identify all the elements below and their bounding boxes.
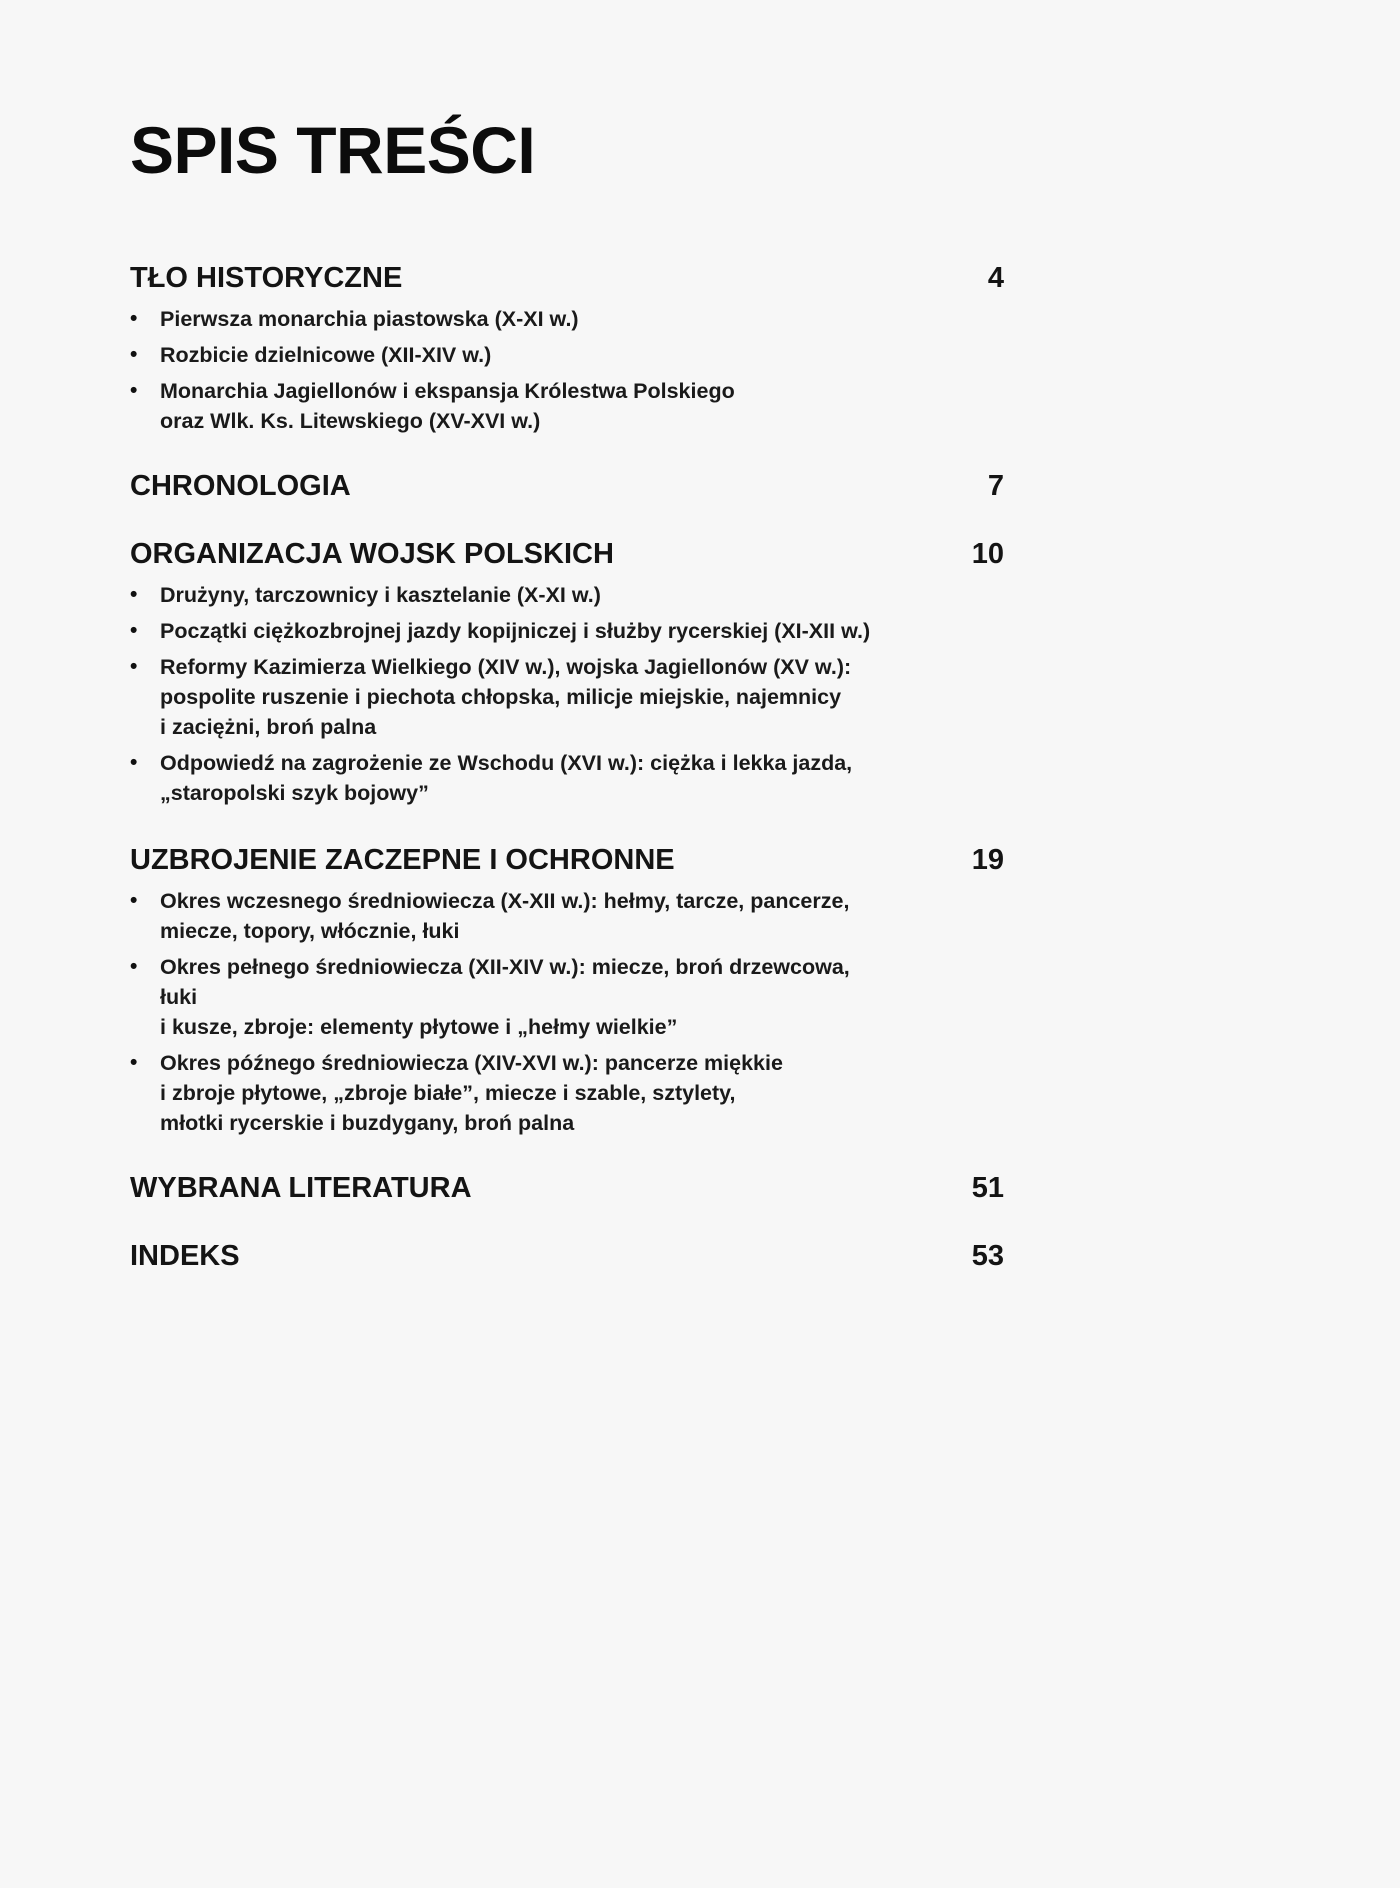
toc-section — [130, 538, 1004, 814]
toc-subitem — [130, 952, 1004, 1042]
toc-section — [130, 1172, 1004, 1214]
toc-section — [130, 470, 1004, 512]
toc-subitem — [130, 748, 1004, 808]
toc-subitem — [130, 304, 1004, 334]
toc-subitem — [130, 580, 1004, 610]
toc-section — [130, 1240, 1004, 1282]
toc-subitem-text: pospolite ruszenie i piechota chłopska, milicje miejskie, najemnicy — [160, 685, 842, 709]
toc-subitem-text: Rozbicie dzielnicowe (XII-XIV w.) — [160, 343, 492, 367]
toc-subitem-text: i zbroje płytowe, „zbroje białe”, miecze i szable, sztylety, — [160, 1081, 736, 1105]
toc-section-title: CHRONOLOGIA — [130, 470, 351, 502]
bullet-icon: • — [130, 307, 138, 330]
toc-section-header — [130, 1240, 1004, 1282]
toc-subitem-text: i zaciężni, broń palna — [160, 715, 377, 739]
toc-page-number: 4 — [987, 262, 1004, 294]
toc-section-header — [130, 470, 1004, 512]
toc-subitem-text: „staropolski szyk bojowy” — [160, 781, 429, 805]
bullet-icon: • — [130, 379, 138, 402]
toc-page-number: 19 — [971, 844, 1004, 876]
toc-subitem-text: oraz Wlk. Ks. Litewskiego (XV-XVI w.) — [160, 409, 541, 433]
toc-page-number: 51 — [971, 1172, 1004, 1204]
toc-page-number: 53 — [971, 1240, 1004, 1272]
toc-subitem-text: Pierwsza monarchia piastowska (X-XI w.) — [160, 307, 579, 331]
toc-subitem-text: miecze, topory, włócznie, łuki — [160, 919, 460, 943]
toc-section-title: UZBROJENIE ZACZEPNE I OCHRONNE — [130, 844, 675, 876]
toc-section-header — [130, 1172, 1004, 1214]
bullet-icon: • — [130, 655, 138, 678]
toc-subitem-text: Okres wczesnego średniowiecza (X-XII w.): hełmy, tarcze, pancerze, — [160, 889, 850, 913]
toc-subitem-text: i kusze, zbroje: elementy płytowe i „hełmy wielkie” — [160, 1015, 678, 1039]
toc-subitem-text: Drużyny, tarczownicy i kasztelanie (X-XI w.) — [160, 583, 601, 607]
toc-section-header — [130, 538, 1004, 580]
page-title: SPIS TREŚCI — [130, 113, 536, 187]
bullet-icon: • — [130, 889, 138, 912]
toc-section-title: WYBRANA LITERATURA — [130, 1172, 472, 1204]
toc-subitem-list — [130, 886, 1004, 1138]
bullet-icon: • — [130, 955, 138, 978]
toc-subitem — [130, 886, 1004, 946]
toc-subitem-list — [130, 304, 1004, 436]
bullet-icon: • — [130, 619, 138, 642]
toc-page-number: 10 — [971, 538, 1004, 570]
bullet-icon: • — [130, 751, 138, 774]
toc-subitem — [130, 376, 1004, 436]
toc-subitem-text: Okres późnego średniowiecza (XIV-XVI w.): pancerze miękkie — [160, 1051, 783, 1075]
toc-subitem — [130, 1048, 1004, 1138]
toc-subitem-text: młotki rycerskie i buzdygany, broń palna — [160, 1111, 575, 1135]
toc-section — [130, 262, 1004, 442]
toc-section-title: ORGANIZACJA WOJSK POLSKICH — [130, 538, 614, 570]
toc-page-number: 7 — [987, 470, 1004, 502]
toc-subitem — [130, 616, 1004, 646]
toc-subitem-text: Odpowiedź na zagrożenie ze Wschodu (XVI w.): ciężka i lekka jazda, — [160, 751, 853, 775]
toc-subitem-text: Monarchia Jagiellonów i ekspansja Królestwa Polskiego — [160, 379, 735, 403]
toc-subitem-text: Początki ciężkozbrojnej jazdy kopijniczej i służby rycerskiej (XI-XII w.) — [160, 619, 871, 643]
toc-section-title: INDEKS — [130, 1240, 240, 1272]
toc-subitem-text: łuki — [160, 985, 198, 1009]
toc-section-header — [130, 844, 1004, 886]
toc-subitem-text: Okres pełnego średniowiecza (XII-XIV w.): miecze, broń drzewcowa, — [160, 955, 850, 979]
toc-section-header — [130, 262, 1004, 304]
toc-section — [130, 844, 1004, 1144]
bullet-icon: • — [130, 1051, 138, 1074]
toc-subitem — [130, 652, 1004, 742]
toc-section-title: TŁO HISTORYCZNE — [130, 262, 403, 294]
bullet-icon: • — [130, 583, 138, 606]
toc-subitem — [130, 340, 1004, 370]
toc-subitem-text: Reformy Kazimierza Wielkiego (XIV w.), wojska Jagiellonów (XV w.): — [160, 655, 852, 679]
toc-subitem-list — [130, 580, 1004, 808]
bullet-icon: • — [130, 343, 138, 366]
